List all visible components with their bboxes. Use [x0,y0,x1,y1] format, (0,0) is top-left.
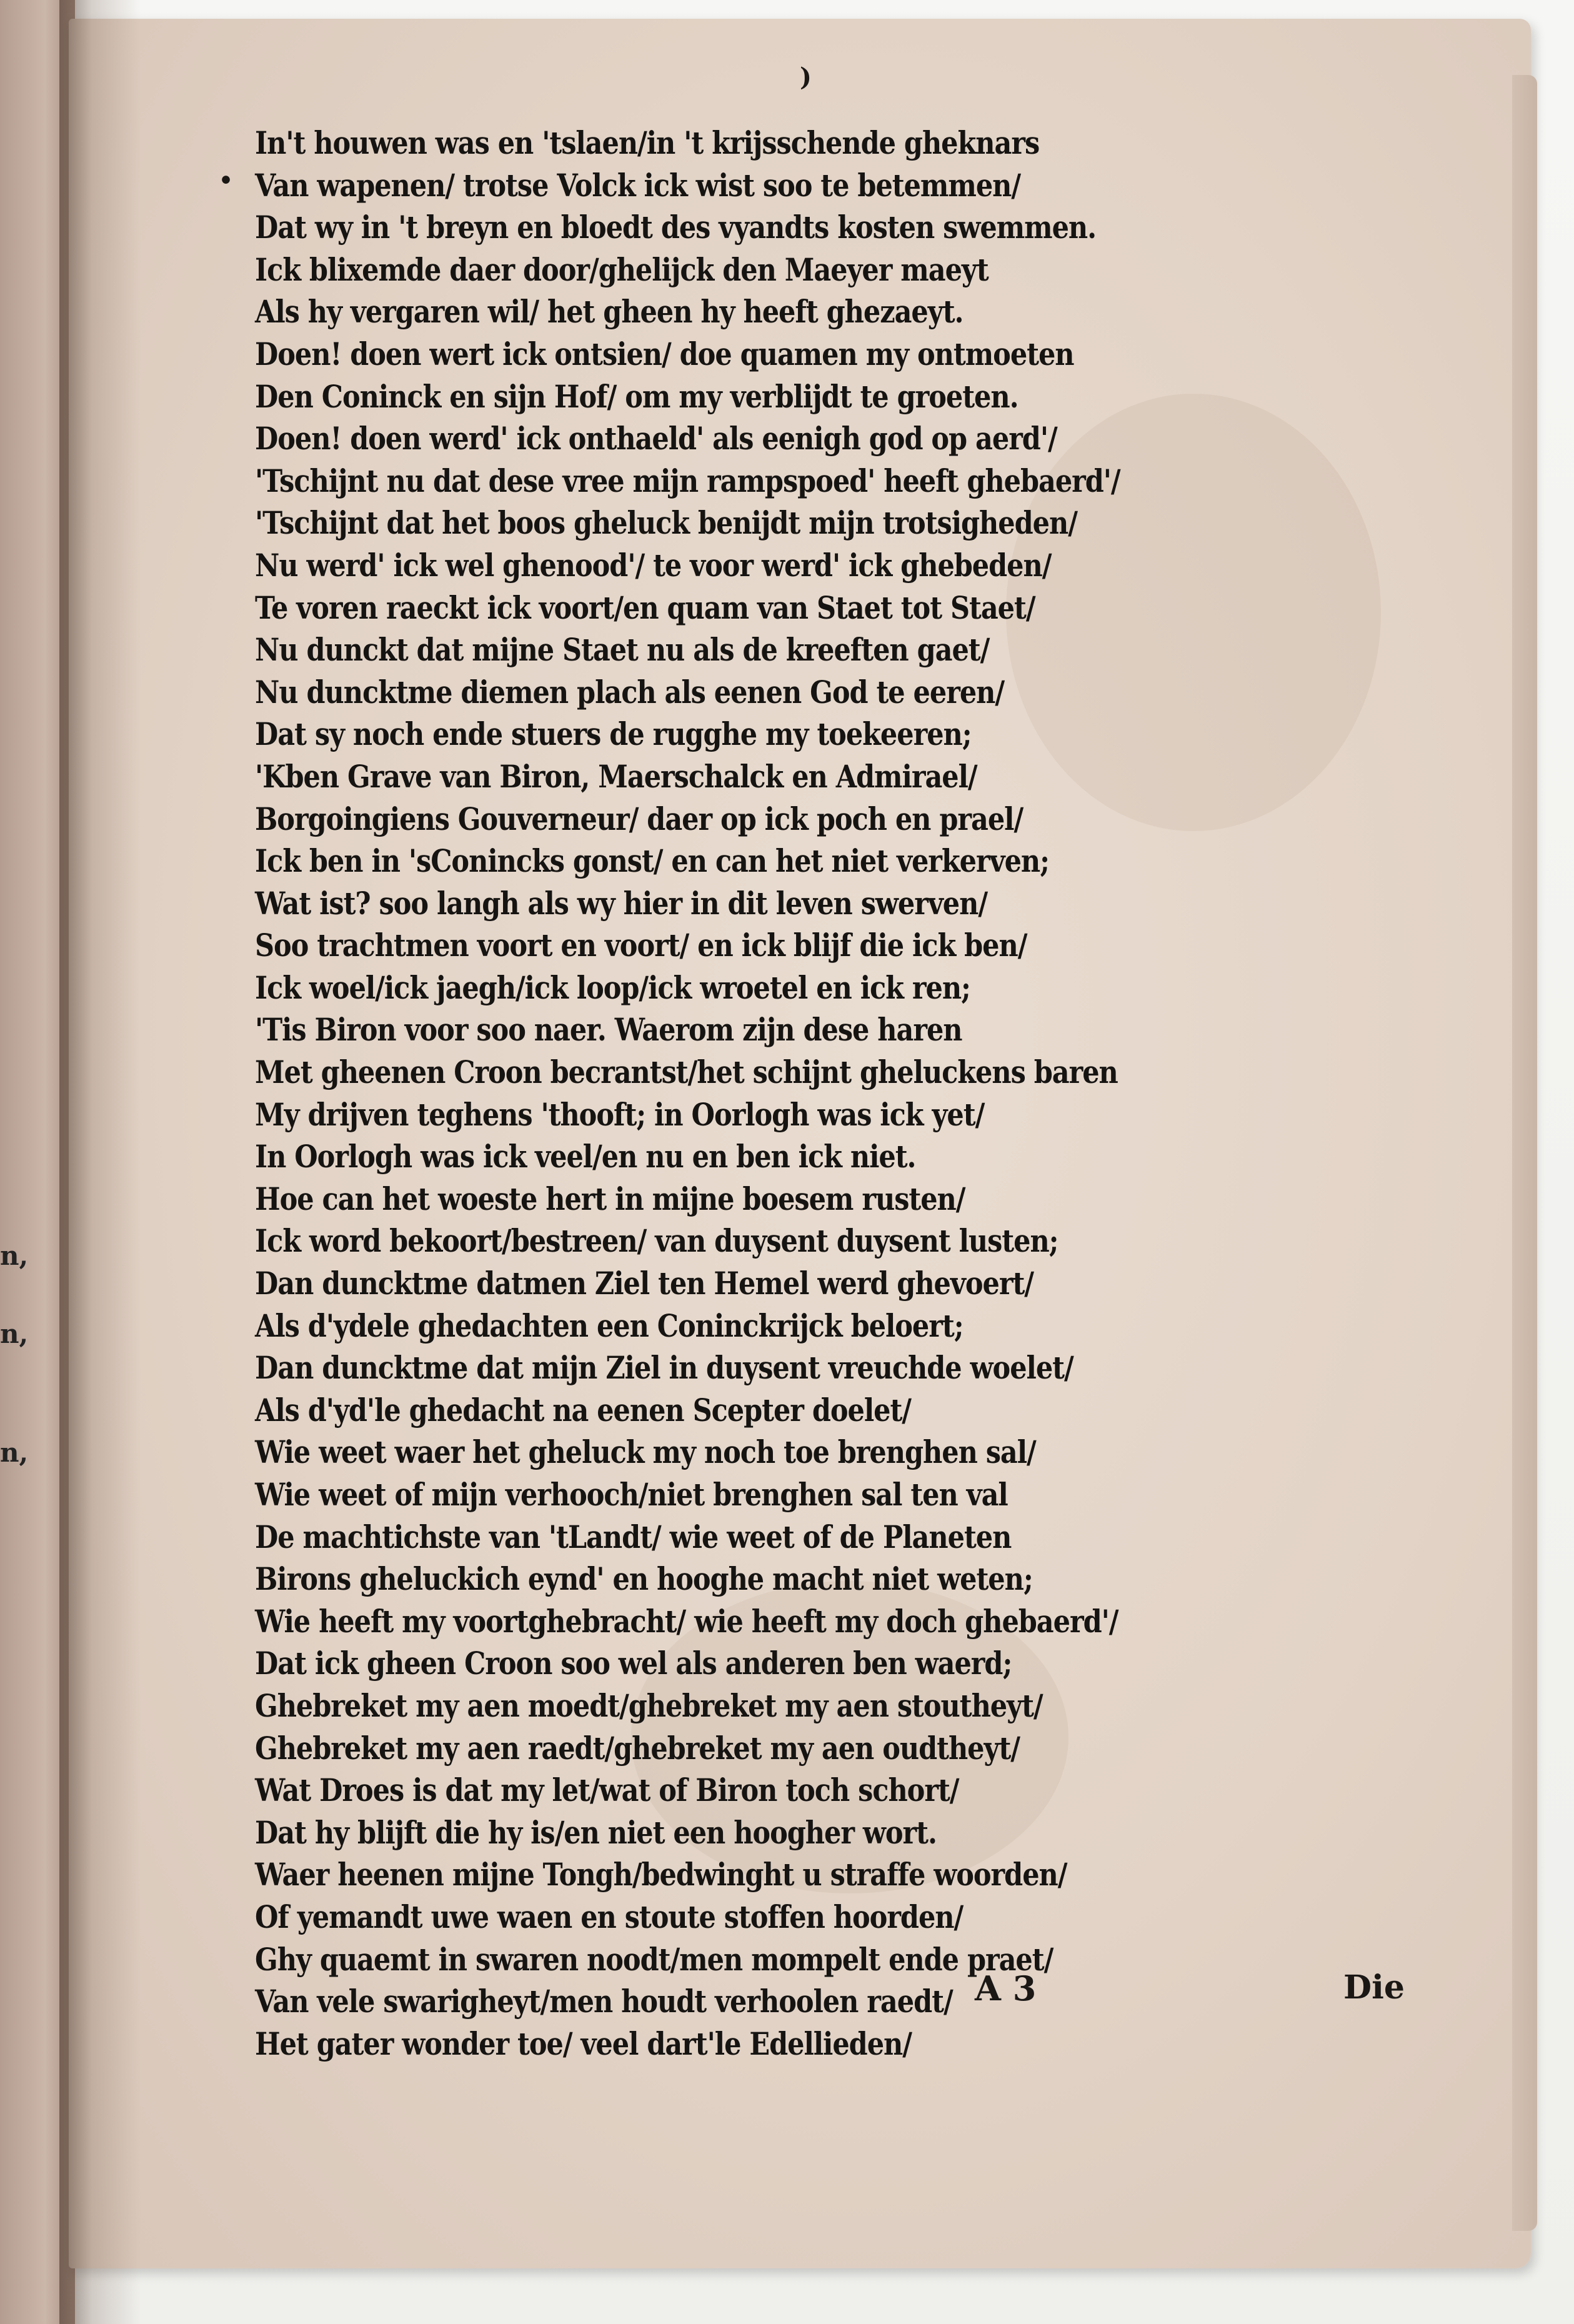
left-page-fragment: n, [0,1240,29,1271]
verse-line: Van vele swarigheyt/men houdt verhoolen raedt/ [255,1983,953,2020]
verse-line: Met gheenen Croon becrantst/het schijnt gheluckens baren [255,1054,1118,1091]
verse-line: Dat ick gheen Croon soo wel als anderen ben waerd; [255,1645,1012,1682]
verse-line: In Oorlogh was ick veel/en nu en ben ick niet. [255,1138,916,1175]
catchword: Die [1343,1968,1405,2007]
verse-line: Als d'yd'le ghedacht na eenen Scepter doelet/ [255,1391,911,1429]
verse-line: Ghebreket my aen raedt/ghebreket my aen oudtheyt/ [255,1729,1020,1767]
verse-line: Hoe can het woeste hert in mijne boesem rusten/ [255,1180,965,1217]
verse-line: Ghy quaemt in swaren noodt/men mompelt ende praet/ [255,1940,1053,1978]
verse-line: Of yemandt uwe waen en stoute stoffen hoorden/ [255,1898,964,1935]
verse-line: 'Tis Biron voor soo naer. Waerom zijn dese haren [255,1011,962,1049]
verse-text [255,122,1317,2065]
verse-line: Wat ist? soo langh als wy hier in dit leven swerven/ [255,884,988,922]
margin-mark: • [219,167,234,194]
verse-line: My drijven teghens 'thooft; in Oorlogh was ick yet/ [255,1095,985,1133]
verse-line: Dat sy noch ende stuers de rugghe my toekeeren; [255,716,972,753]
verse-line: Wie weet of mijn verhooch/niet brenghen sal ten val [255,1476,1008,1513]
verse-line: Wat Droes is dat my let/wat of Biron toch schort/ [255,1772,959,1809]
verse-line: Te voren raeckt ick voort/en quam van Staet tot Staet/ [255,589,1035,626]
verse-line: Doen! doen wert ick ontsien/ doe quamen my ontmoeten [255,335,1074,372]
verse-line: Borgoingiens Gouverneur/ daer op ick poch en prael/ [255,800,1024,837]
top-mark: ) [800,62,812,92]
verse-line: Nu dunckt dat mijne Staet nu als de kreeften gaet/ [255,631,990,669]
verse-line: Ick word bekoort/bestreen/ van duysent duysent lusten; [255,1222,1058,1260]
verse-line: Als d'ydele ghedachten een Coninckrijck beloert; [255,1307,964,1344]
verse-line: Dat wy in 't breyn en bloedt des vyandts kosten swemmen. [255,209,1097,246]
verse-line: Waer heenen mijne Tongh/bedwinght u straffe woorden/ [255,1856,1067,1893]
verse-line: In't houwen was en 'tslaen/in 't krijsschende gheknars [255,124,1040,161]
verse-line: Nu werd' ick wel ghenood'/ te voor werd' ick ghebeden/ [255,546,1052,584]
verse-line: Birons gheluckich eynd' en hooghe macht niet weten; [255,1560,1033,1598]
verse-line: Dan duncktme dat mijn Ziel in duysent vreuchde woelet/ [255,1349,1073,1387]
signature-mark: A 3 [975,1968,1037,2008]
verse-line: 'Tschijnt dat het boos gheluck benijdt mijn trotsigheden/ [255,504,1077,542]
page-edge [1512,75,1537,2231]
verse-line: Ick blixemde daer door/ghelijck den Maeyer maeyt [255,251,989,288]
verse-line: Van wapenen/ trotse Volck ick wist soo te betemmen/ [255,166,1021,204]
verse-line: Ghebreket my aen moedt/ghebreket my aen stoutheyt/ [255,1687,1043,1724]
verse-line: Wie heeft my voortghebracht/ wie heeft my doch ghebaerd'/ [255,1602,1118,1640]
verse-line: Als hy vergaren wil/ het gheen hy heeft ghezaeyt. [255,293,964,331]
verse-line: Soo trachtmen voort en voort/ en ick blijf die ick ben/ [255,927,1027,964]
verse-line: Dat hy blijft die hy is/en niet een hoogher wort. [255,1813,937,1851]
verse-line: Dan duncktme datmen Ziel ten Hemel werd ghevoert/ [255,1265,1034,1302]
verse-line: Wie weet waer het gheluck my noch toe brenghen sal/ [255,1434,1036,1471]
verse-line: Doen! doen werd' ick onthaeld' als eenigh god op aerd'/ [255,420,1057,457]
left-page-fragment: n, [0,1437,29,1468]
gutter-shadow [59,0,141,2324]
verse-line: Den Coninck en sijn Hof/ om my verblijdt te groeten. [255,377,1019,415]
verse-line: Nu duncktme diemen plach als eenen God te eeren/ [255,673,1005,711]
verse-line: 'Tschijnt nu dat dese vree mijn rampspoed' heeft ghebaerd'/ [255,462,1120,499]
left-page-fragment: n, [0,1319,29,1349]
verse-line: 'Kben Grave van Biron, Maerschalck en Admirael/ [255,757,977,795]
verse-line: Ick ben in 'sConincks gonst/ en can het niet verkerven; [255,842,1049,880]
verse-line: Het gater wonder toe/ veel dart'le Edellieden/ [255,2025,912,2062]
verse-line: Ick woel/ick jaegh/ick loop/ick wroetel en ick ren; [255,969,970,1006]
verse-line: De machtichste van 'tLandt/ wie weet of de Planeten [255,1518,1012,1555]
